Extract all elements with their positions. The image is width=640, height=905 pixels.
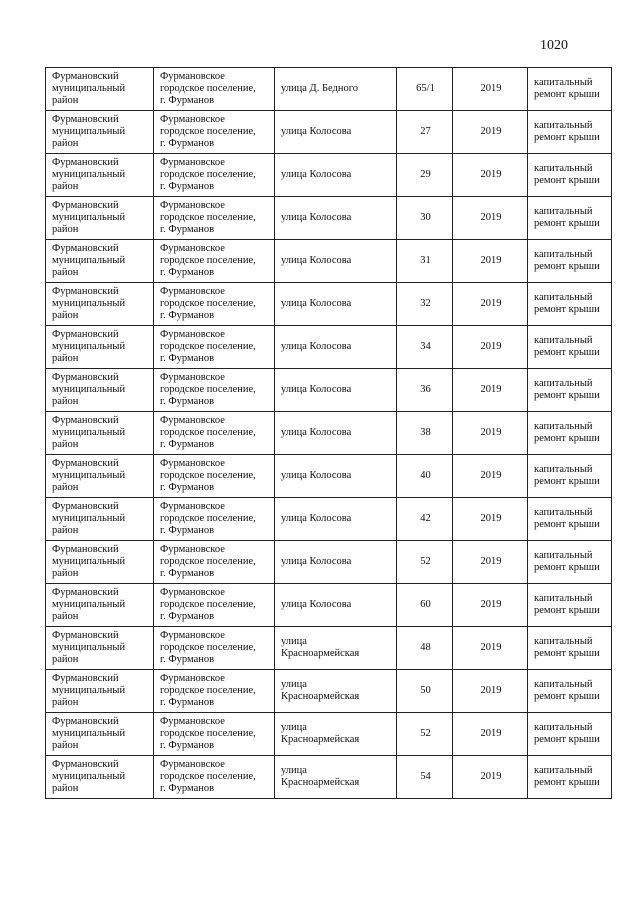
table-row	[46, 627, 612, 670]
year-cell: 2019	[453, 154, 528, 197]
district-cell: Фурмановский муниципальный район	[46, 197, 154, 240]
street-cell: улица Красноармейская	[275, 756, 397, 799]
street-cell: улица Д. Бедного	[275, 68, 397, 111]
table-row	[46, 498, 612, 541]
house-number-cell: 48	[397, 627, 453, 670]
work-type-cell: капитальный ремонт крыши	[528, 326, 612, 369]
street-cell: улица Колосова	[275, 326, 397, 369]
table-row	[46, 412, 612, 455]
street-cell: улица Колосова	[275, 584, 397, 627]
work-type-cell: капитальный ремонт крыши	[528, 713, 612, 756]
district-cell: Фурмановский муниципальный район	[46, 713, 154, 756]
repair-schedule-table	[45, 67, 612, 799]
settlement-cell: Фурмановское городское поселение, г. Фурманов	[154, 154, 275, 197]
district-cell: Фурмановский муниципальный район	[46, 541, 154, 584]
table-row	[46, 541, 612, 584]
settlement-cell: Фурмановское городское поселение, г. Фурманов	[154, 197, 275, 240]
work-type-cell: капитальный ремонт крыши	[528, 240, 612, 283]
year-cell: 2019	[453, 68, 528, 111]
street-cell: улица Колосова	[275, 197, 397, 240]
street-cell: улица Колосова	[275, 283, 397, 326]
year-cell: 2019	[453, 713, 528, 756]
house-number-cell: 52	[397, 541, 453, 584]
work-type-cell: капитальный ремонт крыши	[528, 670, 612, 713]
district-cell: Фурмановский муниципальный район	[46, 111, 154, 154]
work-type-cell: капитальный ремонт крыши	[528, 111, 612, 154]
year-cell: 2019	[453, 756, 528, 799]
settlement-cell: Фурмановское городское поселение, г. Фурманов	[154, 369, 275, 412]
work-type-cell: капитальный ремонт крыши	[528, 197, 612, 240]
table-body	[46, 68, 612, 799]
year-cell: 2019	[453, 541, 528, 584]
settlement-cell: Фурмановское городское поселение, г. Фурманов	[154, 111, 275, 154]
table-row	[46, 369, 612, 412]
district-cell: Фурмановский муниципальный район	[46, 326, 154, 369]
street-cell: улица Колосова	[275, 154, 397, 197]
table-row	[46, 670, 612, 713]
year-cell: 2019	[453, 326, 528, 369]
year-cell: 2019	[453, 670, 528, 713]
house-number-cell: 27	[397, 111, 453, 154]
district-cell: Фурмановский муниципальный район	[46, 412, 154, 455]
district-cell: Фурмановский муниципальный район	[46, 455, 154, 498]
year-cell: 2019	[453, 111, 528, 154]
year-cell: 2019	[453, 369, 528, 412]
work-type-cell: капитальный ремонт крыши	[528, 455, 612, 498]
house-number-cell: 65/1	[397, 68, 453, 111]
work-type-cell: капитальный ремонт крыши	[528, 541, 612, 584]
settlement-cell: Фурмановское городское поселение, г. Фурманов	[154, 713, 275, 756]
table-row	[46, 283, 612, 326]
table-row	[46, 154, 612, 197]
house-number-cell: 31	[397, 240, 453, 283]
street-cell: улица Колосова	[275, 498, 397, 541]
work-type-cell: капитальный ремонт крыши	[528, 68, 612, 111]
house-number-cell: 36	[397, 369, 453, 412]
street-cell: улица Колосова	[275, 111, 397, 154]
settlement-cell: Фурмановское городское поселение, г. Фурманов	[154, 670, 275, 713]
table-row	[46, 326, 612, 369]
district-cell: Фурмановский муниципальный район	[46, 627, 154, 670]
house-number-cell: 29	[397, 154, 453, 197]
table-row	[46, 455, 612, 498]
settlement-cell: Фурмановское городское поселение, г. Фурманов	[154, 584, 275, 627]
settlement-cell: Фурмановское городское поселение, г. Фурманов	[154, 326, 275, 369]
house-number-cell: 38	[397, 412, 453, 455]
settlement-cell: Фурмановское городское поселение, г. Фурманов	[154, 627, 275, 670]
house-number-cell: 30	[397, 197, 453, 240]
work-type-cell: капитальный ремонт крыши	[528, 756, 612, 799]
year-cell: 2019	[453, 584, 528, 627]
settlement-cell: Фурмановское городское поселение, г. Фурманов	[154, 68, 275, 111]
year-cell: 2019	[453, 412, 528, 455]
district-cell: Фурмановский муниципальный район	[46, 240, 154, 283]
house-number-cell: 52	[397, 713, 453, 756]
work-type-cell: капитальный ремонт крыши	[528, 412, 612, 455]
district-cell: Фурмановский муниципальный район	[46, 584, 154, 627]
district-cell: Фурмановский муниципальный район	[46, 756, 154, 799]
settlement-cell: Фурмановское городское поселение, г. Фурманов	[154, 240, 275, 283]
work-type-cell: капитальный ремонт крыши	[528, 154, 612, 197]
settlement-cell: Фурмановское городское поселение, г. Фурманов	[154, 283, 275, 326]
work-type-cell: капитальный ремонт крыши	[528, 498, 612, 541]
year-cell: 2019	[453, 240, 528, 283]
district-cell: Фурмановский муниципальный район	[46, 369, 154, 412]
page-number: 1020	[540, 38, 568, 53]
settlement-cell: Фурмановское городское поселение, г. Фурманов	[154, 756, 275, 799]
table-row	[46, 68, 612, 111]
street-cell: улица Колосова	[275, 541, 397, 584]
work-type-cell: капитальный ремонт крыши	[528, 584, 612, 627]
table-row	[46, 111, 612, 154]
settlement-cell: Фурмановское городское поселение, г. Фурманов	[154, 455, 275, 498]
house-number-cell: 42	[397, 498, 453, 541]
street-cell: улица Колосова	[275, 455, 397, 498]
work-type-cell: капитальный ремонт крыши	[528, 369, 612, 412]
work-type-cell: капитальный ремонт крыши	[528, 627, 612, 670]
street-cell: улица Красноармейская	[275, 627, 397, 670]
street-cell: улица Колосова	[275, 412, 397, 455]
year-cell: 2019	[453, 283, 528, 326]
work-type-cell: капитальный ремонт крыши	[528, 283, 612, 326]
district-cell: Фурмановский муниципальный район	[46, 670, 154, 713]
street-cell: улица Красноармейская	[275, 670, 397, 713]
house-number-cell: 40	[397, 455, 453, 498]
year-cell: 2019	[453, 455, 528, 498]
street-cell: улица Красноармейская	[275, 713, 397, 756]
house-number-cell: 60	[397, 584, 453, 627]
table-row	[46, 197, 612, 240]
district-cell: Фурмановский муниципальный район	[46, 283, 154, 326]
table-row	[46, 756, 612, 799]
house-number-cell: 54	[397, 756, 453, 799]
house-number-cell: 50	[397, 670, 453, 713]
district-cell: Фурмановский муниципальный район	[46, 154, 154, 197]
settlement-cell: Фурмановское городское поселение, г. Фурманов	[154, 541, 275, 584]
year-cell: 2019	[453, 627, 528, 670]
street-cell: улица Колосова	[275, 369, 397, 412]
year-cell: 2019	[453, 498, 528, 541]
house-number-cell: 34	[397, 326, 453, 369]
settlement-cell: Фурмановское городское поселение, г. Фурманов	[154, 412, 275, 455]
district-cell: Фурмановский муниципальный район	[46, 68, 154, 111]
table-row	[46, 713, 612, 756]
house-number-cell: 32	[397, 283, 453, 326]
district-cell: Фурмановский муниципальный район	[46, 498, 154, 541]
settlement-cell: Фурмановское городское поселение, г. Фурманов	[154, 498, 275, 541]
year-cell: 2019	[453, 197, 528, 240]
street-cell: улица Колосова	[275, 240, 397, 283]
table-row	[46, 240, 612, 283]
table-row	[46, 584, 612, 627]
